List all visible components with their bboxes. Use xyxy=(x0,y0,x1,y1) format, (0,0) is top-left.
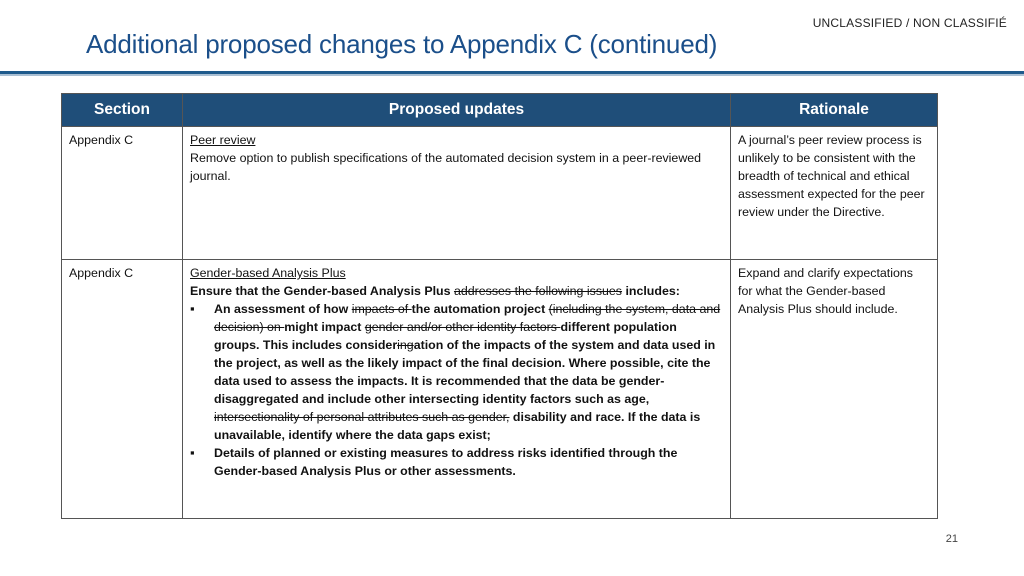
inserted-text: ation of the impacts of the system and data used in the project, as well as the likely impact of the final decision. Where possible, cite the data used to assess the impacts. It is recommended that the data be gender-disaggregated and include other intersecting identity factors such as age, xyxy=(214,338,716,406)
changes-table xyxy=(61,93,938,519)
inserted-text: different population groups. This includes consider xyxy=(214,320,677,352)
update-cell xyxy=(183,260,731,519)
gba-bullet-list xyxy=(190,300,723,480)
update-cell xyxy=(183,127,731,260)
rationale-cell: A journal’s peer review process is unlikely to be consistent with the breadth of technical and ethical assessment expected for the peer review under the Directive. xyxy=(731,127,938,260)
deleted-text: addresses the following issues xyxy=(453,284,623,298)
page-number: 21 xyxy=(945,533,958,545)
list-item: ▪ Details of planned or existing measures to address risks identified through the Gender-based Analysis Plus or other assessments. xyxy=(190,444,723,480)
list-item xyxy=(190,300,723,444)
inserted-text: disability and race. If the data is unavailable, identify where the data gaps exist; xyxy=(214,410,701,442)
gba-intro xyxy=(190,282,723,300)
slide-title: Additional proposed changes to Appendix C (continued) xyxy=(86,29,718,59)
deleted-text: gender and/or other identity factors xyxy=(364,320,561,334)
rationale-cell: Expand and clarify expectations for what the Gender-based Analysis Plus should include. xyxy=(731,260,938,519)
table-row xyxy=(62,127,938,260)
deleted-text: ing xyxy=(397,338,414,352)
header-section: Section xyxy=(62,94,183,127)
classification-label: UNCLASSIFIED / NON CLASSIFIÉ xyxy=(812,16,1007,30)
intro-text: includes: xyxy=(622,284,680,298)
deleted-text: (including the system, data and decision) on xyxy=(214,302,721,334)
table-header-row xyxy=(62,94,938,127)
intro-text: Ensure that the Gender-based Analysis Plus xyxy=(190,284,454,298)
inserted-text: the automation project xyxy=(411,302,549,316)
title-divider-shadow xyxy=(0,74,1024,76)
deleted-text: intersectionality of personal attributes such as gender, xyxy=(214,410,510,424)
section-cell: Appendix C xyxy=(62,127,183,260)
update-title: Gender-based Analysis Plus xyxy=(190,266,346,280)
table-row xyxy=(62,260,938,519)
header-rationale: Rationale xyxy=(731,94,938,127)
header-proposed-updates: Proposed updates xyxy=(183,94,731,127)
update-title: Peer review xyxy=(190,133,256,147)
inserted-text: might impact xyxy=(284,320,365,334)
deleted-text: impacts of xyxy=(351,302,412,316)
section-cell: Appendix C xyxy=(62,260,183,519)
update-text: Remove option to publish specifications of the automated decision system in a peer-reviewed journal. xyxy=(190,151,702,183)
inserted-text: An assessment of how xyxy=(214,302,352,316)
